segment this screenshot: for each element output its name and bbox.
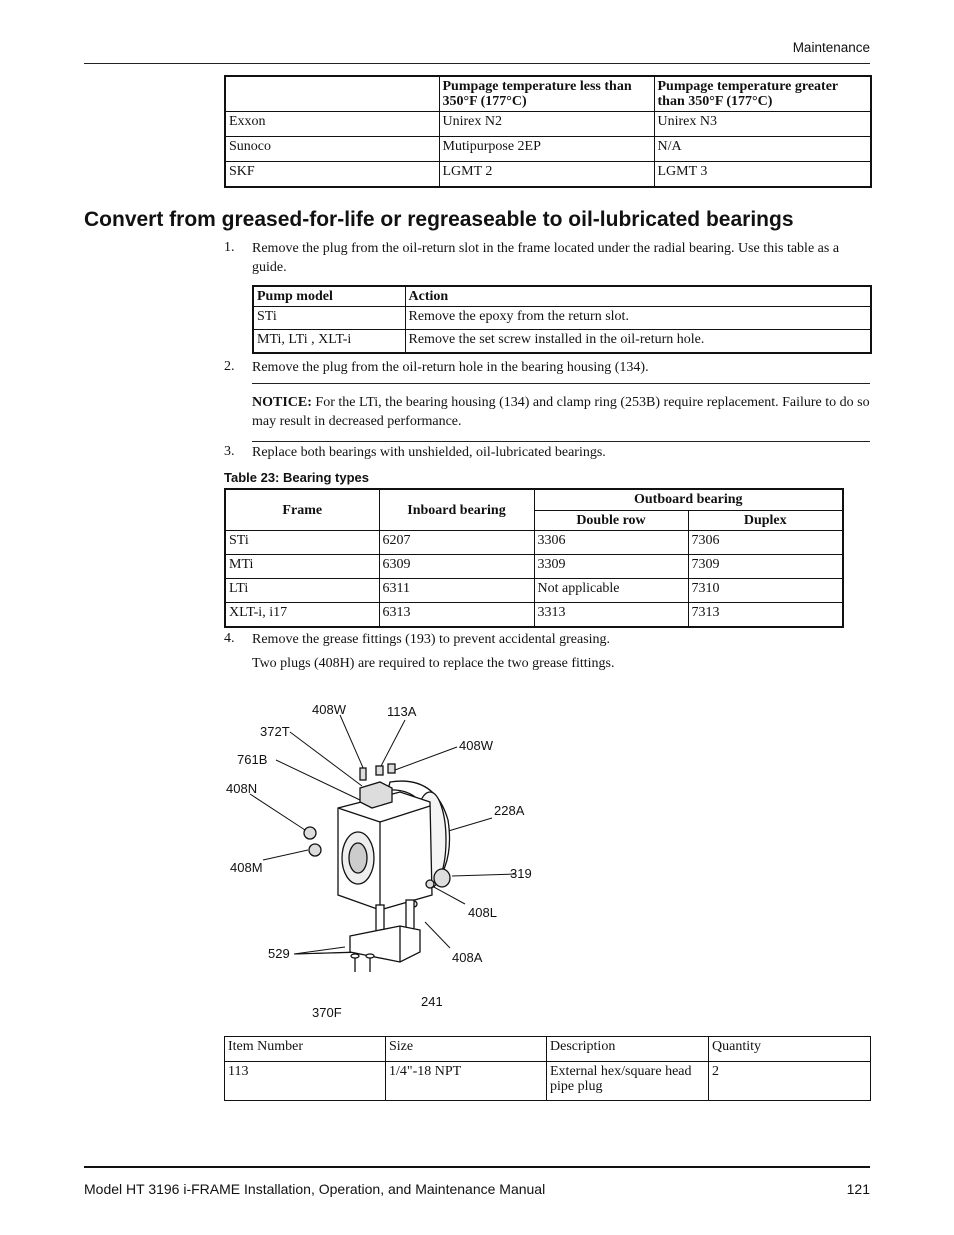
table-cell: STi [253, 307, 405, 330]
table-cell: Mutipurpose 2EP [439, 137, 654, 162]
table-header-cell: Outboard bearing [534, 489, 843, 510]
table-cell: 7313 [688, 603, 843, 628]
table-row [225, 1062, 871, 1101]
table-header-cell: Double row [534, 510, 688, 531]
table-row [225, 531, 843, 555]
table-caption: Table 23: Bearing types [224, 470, 369, 485]
exploded-view-figure [220, 690, 550, 1030]
step-text: Remove the plug from the oil-return slot in the frame located under the radial bearing. Use this table as a guide. [252, 241, 840, 275]
table-row [253, 330, 871, 354]
notice-rule [252, 441, 870, 442]
table-cell: 113 [225, 1062, 386, 1101]
step-number: 2. [224, 359, 235, 374]
table-header-cell: Item Number [225, 1037, 386, 1062]
table-cell: XLT-i, i17 [225, 603, 379, 628]
table-cell: Exxon [225, 112, 439, 137]
table-cell: 7309 [688, 555, 843, 579]
table-header-cell: Pumpage temperature greater than 350°F (177°C) [654, 76, 871, 112]
table-cell: 2 [709, 1062, 871, 1101]
section-title: Convert from greased-for-life or regreaseable to oil-lubricated bearings [84, 208, 794, 231]
table-cell: Remove the epoxy from the return slot. [405, 307, 871, 330]
figure-callout: 319 [510, 866, 532, 881]
table-row [225, 137, 871, 162]
table-cell: Remove the set screw installed in the oil-return hole. [405, 330, 871, 354]
table-header-cell: Size [386, 1037, 547, 1062]
table-cell: Not applicable [534, 579, 688, 603]
table-header-cell: Pump model [253, 286, 405, 307]
step-text: Replace both bearings with unshielded, oil-lubricated bearings. [252, 445, 606, 460]
table-cell: MTi, LTi , XLT-i [253, 330, 405, 354]
table-row [225, 555, 843, 579]
table-cell: SKF [225, 162, 439, 188]
figure-callout: 372T [260, 724, 290, 739]
figure-callout: 408W [459, 738, 493, 753]
figure-callout: 761B [237, 752, 268, 767]
table-cell: STi [225, 531, 379, 555]
table-cell: 3309 [534, 555, 688, 579]
table-cell: Unirex N2 [439, 112, 654, 137]
step-text: Remove the grease fittings (193) to prevent accidental greasing. [252, 632, 611, 647]
page-number: 121 [846, 1181, 870, 1197]
table-header-row [225, 489, 843, 510]
step-number: 4. [224, 631, 235, 646]
table-cell: 3313 [534, 603, 688, 628]
notice-rule [252, 383, 870, 384]
footer-title: Model HT 3196 i-FRAME Installation, Operation, and Maintenance Manual [84, 1181, 546, 1197]
bearing-types-table [224, 488, 844, 628]
notice-text: For the LTi, the bearing housing (134) and clamp ring (253B) require replacement. Failure to do so may result in decreased performance. [252, 395, 870, 429]
table-cell: LGMT 3 [654, 162, 871, 188]
footer-rule [84, 1166, 870, 1168]
figure-callout: 529 [268, 946, 290, 961]
table-row [225, 112, 871, 137]
table-cell: LTi [225, 579, 379, 603]
table-cell: 3306 [534, 531, 688, 555]
table-header-row [253, 286, 871, 307]
figure-callout: 408W [312, 702, 346, 717]
table-header-cell: Inboard bearing [379, 489, 534, 531]
figure-callout: 241 [421, 994, 443, 1009]
header-rule [84, 63, 870, 64]
step-subtext: Two plugs (408H) are required to replace the two grease fittings. [252, 656, 615, 671]
table-cell: MTi [225, 555, 379, 579]
table-cell: 1/4"-18 NPT [386, 1062, 547, 1101]
table-header-cell: Pumpage temperature less than 350°F (177°C) [439, 76, 654, 112]
table-cell: 7306 [688, 531, 843, 555]
table-header-cell [225, 76, 439, 112]
figure-callout: 113A [387, 704, 417, 719]
table-cell: Sunoco [225, 137, 439, 162]
parts-table [224, 1036, 871, 1101]
step-text: Remove the plug from the oil-return hole in the bearing housing (134). [252, 360, 649, 375]
figure-callout: 408L [468, 905, 497, 920]
pump-model-table [252, 285, 872, 354]
table-cell: External hex/square head pipe plug [547, 1062, 709, 1101]
notice [252, 393, 870, 431]
table-cell: Unirex N3 [654, 112, 871, 137]
table-header-cell: Action [405, 286, 871, 307]
table-row [225, 603, 843, 628]
table-header-cell: Frame [225, 489, 379, 531]
step-number: 3. [224, 444, 235, 459]
running-header: Maintenance [792, 40, 870, 55]
table-header-cell: Duplex [688, 510, 843, 531]
table-cell: LGMT 2 [439, 162, 654, 188]
table-header-row [225, 1037, 871, 1062]
table-cell: N/A [654, 137, 871, 162]
figure-callout: 408M [230, 860, 263, 875]
notice-label: NOTICE: [252, 395, 312, 410]
figure-callout: 228A [494, 803, 525, 818]
table-header-row [225, 76, 871, 112]
table-row [253, 307, 871, 330]
figure-callout: 408A [452, 950, 483, 965]
table-cell: 6309 [379, 555, 534, 579]
table-cell: 7310 [688, 579, 843, 603]
table-cell: 6313 [379, 603, 534, 628]
table-header-cell: Description [547, 1037, 709, 1062]
step-number: 1. [224, 240, 235, 255]
figure-callout: 408N [226, 781, 258, 796]
figure-callout: 370F [312, 1005, 342, 1020]
table-cell: 6311 [379, 579, 534, 603]
table-cell: 6207 [379, 531, 534, 555]
table-row [225, 579, 843, 603]
grease-table [224, 75, 872, 188]
table-header-cell: Quantity [709, 1037, 871, 1062]
table-row [225, 162, 871, 188]
